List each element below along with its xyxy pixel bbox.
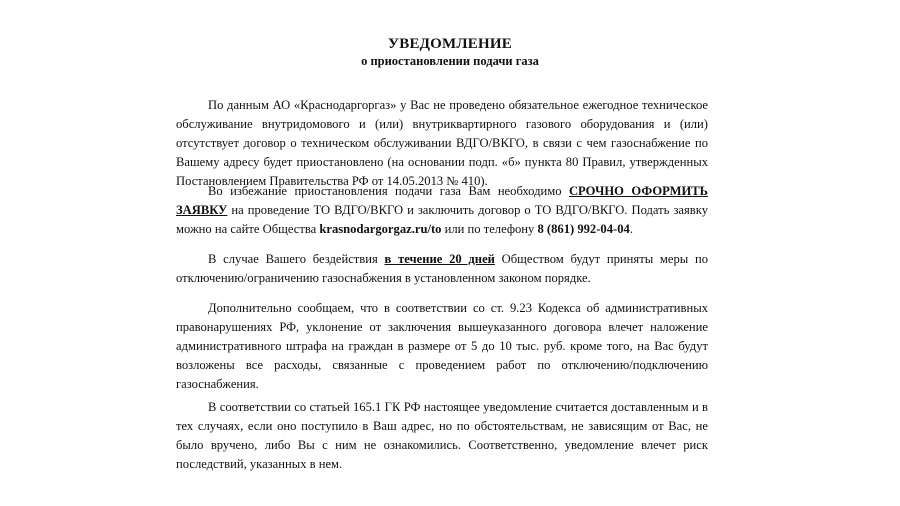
- deadline-text-a: В случае Вашего бездействия: [208, 252, 385, 266]
- paragraph-grounds: По данным АО «Краснодаргоргаз» у Вас не проведено обязательное ежегодное техническое обслуживание внутридомового и (или) внутриквартирного газового оборудования и (или) отсутствует договор о техническом обслуживании ВДГО/ВКГО, в связи с чем газоснабжение по Вашему адресу будет приостановлено (на основании подп. «б» пункта 80 Правил, утвержденных Постановлением Правительства РФ от 14.05.2013 № 410).: [176, 98, 708, 188]
- paragraph-penalty: Дополнительно сообщаем, что в соответствии со ст. 9.23 Кодекса об административных правонарушениях РФ, уклонение от заключения вышеуказанного договора влечет наложение административного штрафа на граждан в размере от 5 до 10 тыс. руб. кроме того, на Вас будут возложены все расходы, связанные с проведением работ по отключению/подключению газоснабжения.: [176, 301, 708, 391]
- request-text-c: или по телефону: [441, 222, 538, 236]
- phone-number: 8 (861) 992-04-04: [537, 222, 630, 236]
- notice-title: УВЕДОМЛЕНИЕ: [388, 36, 512, 52]
- notice-subtitle: о приостановлении подачи газа: [361, 54, 539, 68]
- paragraph-request: [176, 182, 708, 239]
- paragraph-deadline: [176, 250, 708, 288]
- paragraph-delivery: В соответствии со статьей 165.1 ГК РФ настоящее уведомление считается доставленным и в тех случаях, если оно поступило в Ваш адрес, но по обстоятельствам, не зависящим от Вас, не было вручено, либо Вы с ним не ознакомились. Соответственно, уведомление влечет риск последствий, указанных в нем.: [176, 400, 708, 471]
- website-address: krasnodargorgaz.ru/to: [319, 222, 442, 236]
- deadline-text-b: Обществом будут приняты меры по отключению/ограничению газоснабжения в установленном законом порядке.: [176, 252, 709, 285]
- request-text-d: .: [629, 222, 633, 236]
- request-text-b: на проведение ТО ВДГО/ВКГО и заключить договор о ТО ВДГО/ВКГО. Подать заявку можно на сайте Общества: [176, 203, 708, 236]
- deadline-emphasis: в течение 20 дней: [384, 252, 495, 266]
- urgent-request-emphasis: СРОЧНО ОФОРМИТЬ ЗАЯВКУ: [176, 184, 708, 217]
- request-text-a: Во избежание приостановления подачи газа Вам необходимо: [208, 184, 569, 198]
